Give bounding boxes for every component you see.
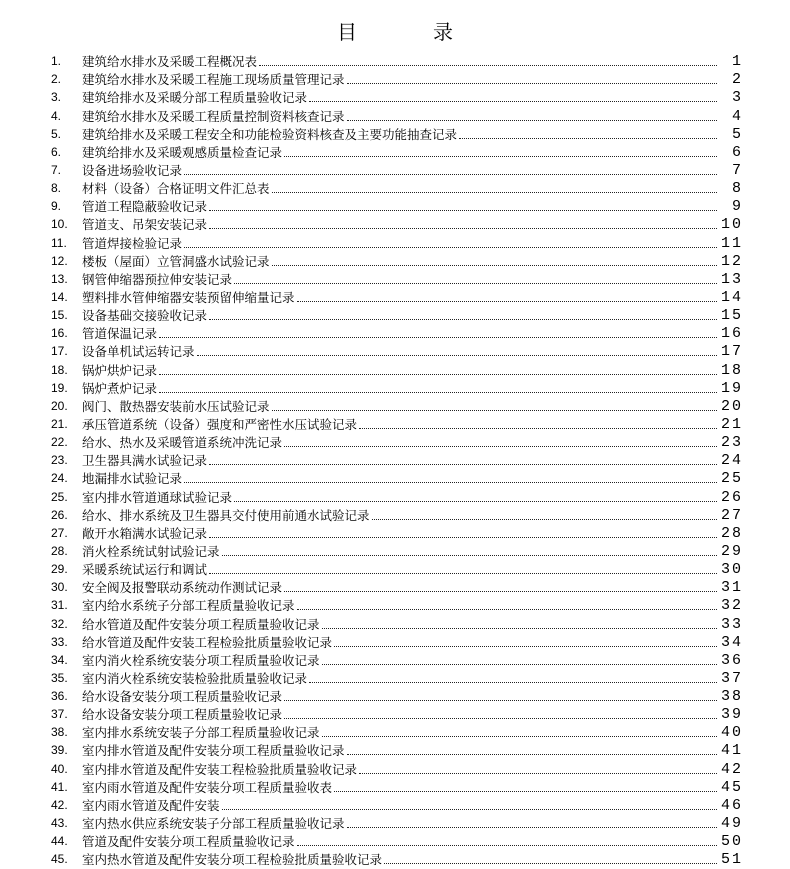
- toc-entry-title: 室内排水系统安装子分部工程质量验收记录: [82, 725, 320, 741]
- dot-leader: [222, 808, 717, 810]
- toc-entry-title: 室内雨水管道及配件安装: [82, 797, 220, 813]
- toc-entry-number: 36.: [51, 689, 68, 704]
- toc-entry-title: 承压管道系统（设备）强度和严密性水压试验记录: [82, 416, 358, 432]
- toc-entry-number: 20.: [51, 398, 68, 413]
- toc-entry-title: 采暖系统试运行和调试: [82, 562, 208, 578]
- toc-entry-title: 管道及配件安装分项工程质量验收记录: [82, 834, 295, 850]
- dot-leader: [359, 427, 717, 429]
- toc-entry-page-number: 8: [731, 180, 743, 198]
- toc-entry-title: 给水、排水系统及卫生器具交付使用前通水试验记录: [82, 507, 370, 523]
- toc-entry-number: 31.: [51, 598, 68, 613]
- toc-entry-number: 27.: [51, 525, 68, 540]
- toc-entry-title: 锅炉煮炉记录: [82, 380, 158, 396]
- toc-entry[interactable]: [51, 541, 743, 559]
- toc-entry-title: 室内热水管道及配件安装分项工程检验批质量验收记录: [82, 852, 383, 868]
- toc-entry[interactable]: [51, 305, 743, 323]
- toc-entry-page-number: 10: [720, 216, 743, 234]
- toc-entry-page-number: 2: [731, 71, 743, 89]
- toc-entry-number: 34.: [51, 652, 68, 667]
- toc-entry[interactable]: [51, 232, 743, 250]
- toc-entry-page-number: 42: [720, 760, 743, 778]
- toc-entry-number: 35.: [51, 670, 68, 685]
- toc-entry-title: 给水、热水及采暖管道系统冲洗记录: [82, 435, 283, 451]
- page-title: 目 录: [337, 20, 481, 44]
- toc-entry-number: 9.: [51, 199, 62, 214]
- dot-leader: [322, 627, 717, 629]
- dot-leader: [272, 264, 717, 266]
- toc-entry[interactable]: [51, 69, 743, 87]
- toc-entry-page-number: 37: [720, 669, 743, 687]
- toc-entry-page-number: 24: [720, 452, 743, 470]
- toc-entry-title: 室内消火栓系统安装检验批质量验收记录: [82, 670, 308, 686]
- toc-entry-number: 4.: [51, 108, 62, 123]
- toc-entry[interactable]: [51, 795, 743, 813]
- dot-leader: [159, 336, 717, 338]
- toc-entry-page-number: 51: [720, 851, 743, 869]
- toc-entry-number: 37.: [51, 707, 68, 722]
- dot-leader: [359, 772, 717, 774]
- toc-entry-page-number: 18: [720, 361, 743, 379]
- toc-entry-page-number: 3: [731, 89, 743, 107]
- dot-leader: [209, 227, 717, 229]
- toc-entry-title: 建筑给水排水及采暖工程质量控制资料核查记录: [82, 108, 345, 124]
- toc-entry[interactable]: [51, 124, 743, 142]
- toc-entry-page-number: 36: [720, 651, 743, 669]
- dot-leader: [184, 173, 717, 175]
- toc-entry-page-number: 32: [720, 597, 743, 615]
- dot-leader: [159, 373, 717, 375]
- dot-leader: [309, 681, 717, 683]
- toc-entry-page-number: 21: [720, 415, 743, 433]
- dot-leader: [384, 862, 717, 864]
- toc-entry-number: 3.: [51, 90, 62, 105]
- dot-leader: [347, 119, 717, 121]
- dot-leader: [347, 82, 717, 84]
- toc-entry-title: 管道支、吊架安装记录: [82, 217, 208, 233]
- dot-leader: [284, 445, 717, 447]
- toc-entry-title: 塑料排水管伸缩器安装预留伸缩量记录: [82, 289, 295, 305]
- toc-entry-page-number: 26: [720, 488, 743, 506]
- dot-leader: [272, 409, 717, 411]
- toc-entry-number: 8.: [51, 181, 62, 196]
- dot-leader: [347, 753, 717, 755]
- toc-entry-page-number: 20: [720, 397, 743, 415]
- dot-leader: [347, 826, 717, 828]
- toc-entry-title: 室内消火栓系统安装分项工程质量验收记录: [82, 652, 320, 668]
- toc-entry-number: 41.: [51, 779, 68, 794]
- toc-entry[interactable]: [51, 559, 743, 577]
- toc-entry-title: 建筑给排水及采暖观感质量检查记录: [82, 144, 283, 160]
- toc-entry[interactable]: [51, 813, 743, 831]
- toc-entry-page-number: 12: [720, 252, 743, 270]
- toc-entry[interactable]: [51, 486, 743, 504]
- toc-entry[interactable]: [51, 450, 743, 468]
- toc-entry-number: 33.: [51, 634, 68, 649]
- toc-entry-page-number: 7: [731, 161, 743, 179]
- toc-entry[interactable]: [51, 214, 743, 232]
- toc-entry[interactable]: [51, 287, 743, 305]
- toc-entry-number: 15.: [51, 308, 68, 323]
- toc-entry-title: 给水管道及配件安装工程检验批质量验收记录: [82, 634, 333, 650]
- toc-entry-number: 11.: [51, 235, 67, 250]
- toc-entry-page-number: 23: [720, 434, 743, 452]
- toc-entry[interactable]: [51, 686, 743, 704]
- toc-entry-title: 设备基础交接验收记录: [82, 308, 208, 324]
- dot-leader: [209, 536, 717, 538]
- toc-entry[interactable]: [51, 849, 743, 867]
- toc-list: [51, 51, 743, 867]
- dot-leader: [284, 590, 717, 592]
- toc-entry[interactable]: [51, 51, 743, 69]
- toc-entry[interactable]: [51, 323, 743, 341]
- toc-entry-page-number: 15: [720, 307, 743, 325]
- dot-leader: [309, 100, 717, 102]
- toc-entry-number: 16.: [51, 326, 68, 341]
- toc-entry-page-number: 13: [720, 270, 743, 288]
- toc-entry[interactable]: [51, 432, 743, 450]
- toc-entry[interactable]: [51, 87, 743, 105]
- toc-entry[interactable]: [51, 269, 743, 287]
- toc-entry[interactable]: [51, 722, 743, 740]
- toc-entry-title: 建筑给水排水及采暖工程概况表: [82, 54, 258, 70]
- toc-entry-page-number: 16: [720, 325, 743, 343]
- toc-entry-number: 30.: [51, 580, 68, 595]
- toc-entry[interactable]: [51, 632, 743, 650]
- toc-entry[interactable]: [51, 396, 743, 414]
- toc-entry-page-number: 46: [720, 796, 743, 814]
- toc-entry-page-number: 11: [720, 234, 743, 252]
- toc-entry-page-number: 1: [731, 53, 743, 71]
- toc-entry-title: 建筑给排水及采暖工程安全和功能检验资料核查及主要功能抽查记录: [82, 126, 458, 142]
- toc-entry[interactable]: [51, 468, 743, 486]
- toc-entry-page-number: 49: [720, 815, 743, 833]
- dot-leader: [272, 191, 717, 193]
- dot-leader: [322, 663, 717, 665]
- toc-entry-title: 敞开水箱满水试验记录: [82, 525, 208, 541]
- toc-entry-number: 19.: [51, 380, 68, 395]
- toc-entry-page-number: 19: [720, 379, 743, 397]
- toc-entry[interactable]: [51, 359, 743, 377]
- toc-entry-number: 43.: [51, 816, 68, 831]
- toc-entry-title: 材料（设备）合格证明文件汇总表: [82, 181, 270, 197]
- toc-entry-title: 室内排水管道通球试验记录: [82, 489, 233, 505]
- toc-entry-title: 给水设备安装分项工程质量验收记录: [82, 707, 283, 723]
- toc-entry[interactable]: [51, 595, 743, 613]
- toc-entry-page-number: 17: [720, 343, 743, 361]
- toc-entry[interactable]: [51, 414, 743, 432]
- dot-leader: [197, 354, 717, 356]
- toc-entry-number: 1.: [51, 54, 62, 69]
- toc-entry-page-number: 6: [731, 143, 743, 161]
- toc-entry-number: 28.: [51, 543, 68, 558]
- toc-entry-number: 14.: [51, 289, 68, 304]
- toc-entry[interactable]: [51, 777, 743, 795]
- toc-entry[interactable]: [51, 196, 743, 214]
- dot-leader: [184, 481, 717, 483]
- dot-leader: [209, 572, 717, 574]
- toc-entry[interactable]: [51, 577, 743, 595]
- toc-entry[interactable]: [51, 160, 743, 178]
- toc-entry-number: 26.: [51, 507, 68, 522]
- toc-entry-number: 10.: [51, 217, 68, 232]
- toc-entry-page-number: 41: [720, 742, 743, 760]
- toc-entry-title: 消火栓系统试射试验记录: [82, 543, 220, 559]
- toc-entry-page-number: 50: [720, 833, 743, 851]
- toc-entry[interactable]: [51, 704, 743, 722]
- toc-entry[interactable]: [51, 650, 743, 668]
- toc-entry[interactable]: [51, 613, 743, 631]
- dot-leader: [159, 391, 717, 393]
- dot-leader: [322, 735, 717, 737]
- toc-entry[interactable]: [51, 105, 743, 123]
- dot-leader: [297, 300, 717, 302]
- toc-entry-title: 设备进场验收记录: [82, 162, 183, 178]
- toc-entry[interactable]: [51, 341, 743, 359]
- toc-entry-number: 32.: [51, 616, 68, 631]
- toc-entry-number: 44.: [51, 834, 68, 849]
- toc-entry[interactable]: [51, 378, 743, 396]
- toc-entry-title: 楼板（屋面）立管洞盛水试验记录: [82, 253, 270, 269]
- toc-entry[interactable]: [51, 142, 743, 160]
- dot-leader: [334, 645, 717, 647]
- dot-leader: [209, 209, 717, 211]
- toc-entry-number: 24.: [51, 471, 68, 486]
- toc-entry-page-number: 27: [720, 506, 743, 524]
- toc-entry-number: 39.: [51, 743, 68, 758]
- toc-entry-title: 钢管伸缩器预拉伸安装记录: [82, 271, 233, 287]
- dot-leader: [222, 554, 717, 556]
- toc-entry-title: 阀门、散热器安装前水压试验记录: [82, 398, 270, 414]
- toc-entry[interactable]: [51, 178, 743, 196]
- toc-entry-number: 13.: [51, 271, 68, 286]
- toc-entry-page-number: 14: [720, 288, 743, 306]
- toc-entry-number: 2.: [51, 72, 62, 87]
- dot-leader: [284, 155, 717, 157]
- toc-entry-page-number: 5: [731, 125, 743, 143]
- toc-entry[interactable]: [51, 740, 743, 758]
- toc-entry-title: 建筑给水排水及采暖工程施工现场质量管理记录: [82, 72, 345, 88]
- dot-leader: [334, 790, 717, 792]
- dot-leader: [459, 137, 717, 139]
- toc-entry-page-number: 30: [720, 561, 743, 579]
- toc-entry[interactable]: [51, 523, 743, 541]
- dot-leader: [297, 608, 717, 610]
- toc-entry-title: 设备单机试运转记录: [82, 344, 195, 360]
- toc-entry-number: 18.: [51, 362, 68, 377]
- toc-entry-number: 6.: [51, 144, 62, 159]
- toc-entry-title: 给水设备安装分项工程质量验收记录: [82, 689, 283, 705]
- toc-entry-number: 29.: [51, 562, 68, 577]
- dot-leader: [372, 518, 717, 520]
- dot-leader: [209, 318, 717, 320]
- toc-entry-title: 地漏排水试验记录: [82, 471, 183, 487]
- dot-leader: [184, 246, 717, 248]
- toc-entry-title: 安全阀及报警联动系统动作测试记录: [82, 580, 283, 596]
- toc-entry[interactable]: [51, 758, 743, 776]
- toc-entry-title: 给水管道及配件安装分项工程质量验收记录: [82, 616, 320, 632]
- toc-entry-number: 25.: [51, 489, 68, 504]
- toc-entry-number: 5.: [51, 126, 62, 141]
- toc-entry-title: 室内雨水管道及配件安装分项工程质量验收表: [82, 779, 333, 795]
- toc-entry-title: 室内排水管道及配件安装工程检验批质量验收记录: [82, 761, 358, 777]
- toc-entry-page-number: 4: [731, 107, 743, 125]
- toc-entry[interactable]: [51, 831, 743, 849]
- toc-entry-title: 建筑给排水及采暖分部工程质量验收记录: [82, 90, 308, 106]
- dot-leader: [234, 282, 717, 284]
- toc-entry-page-number: 25: [720, 470, 743, 488]
- toc-entry-number: 42.: [51, 797, 68, 812]
- toc-entry-title: 管道保温记录: [82, 326, 158, 342]
- toc-entry-number: 23.: [51, 453, 68, 468]
- dot-leader: [284, 717, 717, 719]
- dot-leader: [234, 500, 717, 502]
- toc-entry-title: 室内排水管道及配件安装分项工程质量验收记录: [82, 743, 345, 759]
- toc-entry-title: 管道工程隐蔽验收记录: [82, 199, 208, 215]
- toc-entry-number: 38.: [51, 725, 68, 740]
- toc-entry-number: 7.: [51, 162, 62, 177]
- toc-entry[interactable]: [51, 505, 743, 523]
- toc-entry-title: 室内热水供应系统安装子分部工程质量验收记录: [82, 816, 345, 832]
- toc-entry-page-number: 40: [720, 724, 743, 742]
- toc-entry-number: 21.: [51, 416, 68, 431]
- toc-entry-number: 17.: [51, 344, 68, 359]
- toc-entry[interactable]: [51, 668, 743, 686]
- toc-entry-page-number: 9: [731, 198, 743, 216]
- toc-entry-number: 12.: [51, 253, 68, 268]
- toc-entry-page-number: 31: [720, 579, 743, 597]
- toc-entry-page-number: 45: [720, 778, 743, 796]
- toc-entry-page-number: 29: [720, 542, 743, 560]
- toc-entry-title: 室内给水系统子分部工程质量验收记录: [82, 598, 295, 614]
- toc-entry-number: 40.: [51, 761, 68, 776]
- toc-entry-page-number: 33: [720, 615, 743, 633]
- toc-entry-title: 锅炉烘炉记录: [82, 362, 158, 378]
- toc-entry-title: 卫生器具满水试验记录: [82, 453, 208, 469]
- dot-leader: [297, 844, 717, 846]
- dot-leader: [209, 463, 717, 465]
- toc-entry-page-number: 39: [720, 706, 743, 724]
- toc-entry-page-number: 38: [720, 688, 743, 706]
- toc-entry-title: 管道焊接检验记录: [82, 235, 183, 251]
- dot-leader: [284, 699, 717, 701]
- toc-entry-number: 22.: [51, 435, 68, 450]
- toc-entry-page-number: 34: [720, 633, 743, 651]
- dot-leader: [259, 64, 717, 66]
- toc-entry[interactable]: [51, 251, 743, 269]
- toc-entry-page-number: 28: [720, 524, 743, 542]
- toc-entry-number: 45.: [51, 852, 68, 867]
